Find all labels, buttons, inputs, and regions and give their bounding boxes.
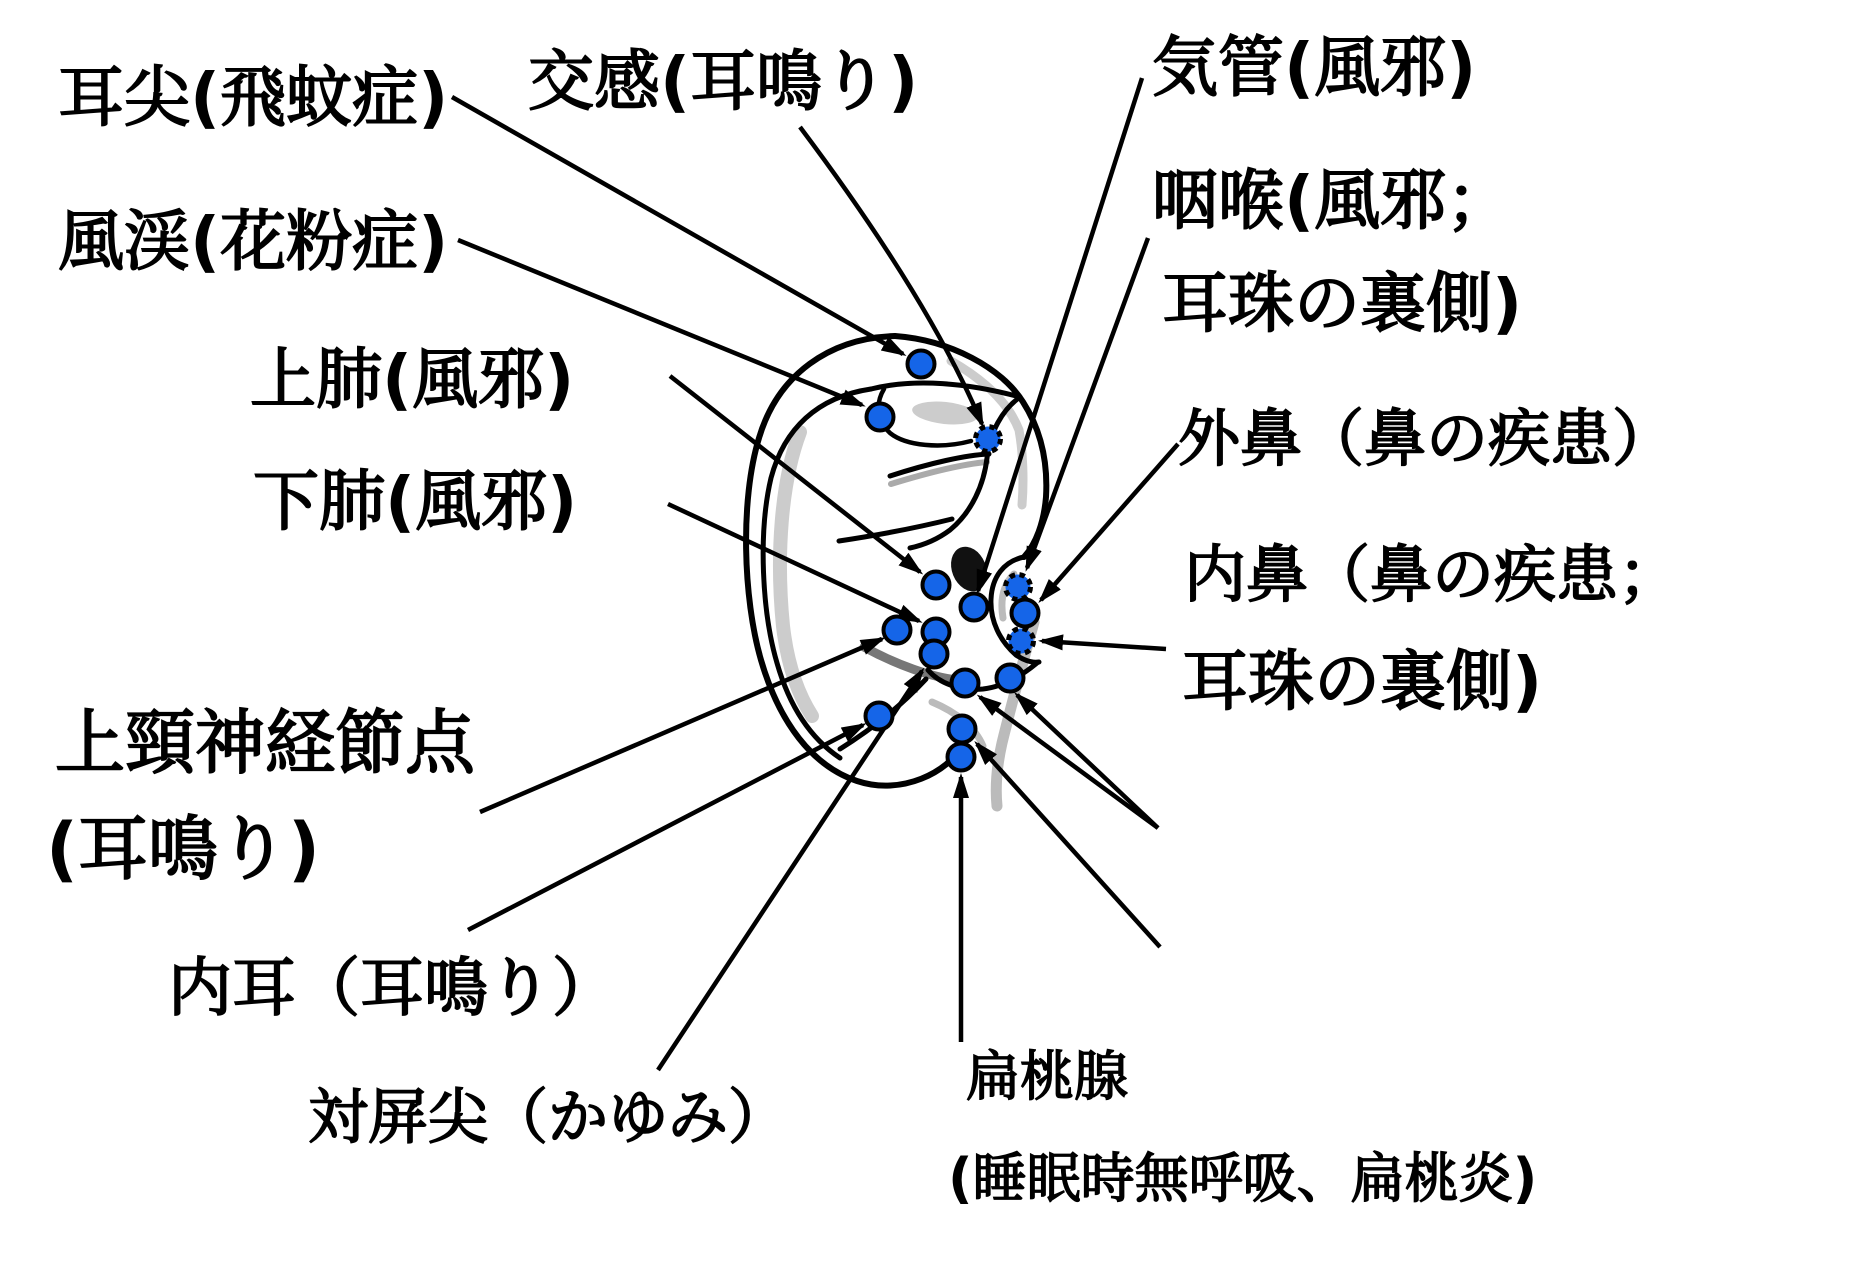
acupoint-dot-kikan — [961, 594, 988, 621]
label-hentosen-line1: 扁桃腺 — [966, 1045, 1128, 1108]
label-johai: 上肺(風邪) — [250, 341, 575, 418]
acupoint-dot-taiheisen — [921, 641, 948, 668]
label-naibi-line2: 耳珠の裏側) — [1182, 643, 1543, 720]
arrow-me-1 — [980, 697, 1158, 828]
arrow-inko — [1027, 238, 1148, 568]
label-kokan: 交感(耳鳴り) — [528, 43, 919, 120]
arrow-jisen — [452, 97, 903, 354]
arrow-gan — [977, 744, 1160, 947]
acupoint-dot-kokan — [976, 427, 1001, 452]
arrow-me-2 — [1017, 695, 1158, 828]
label-jokei-line2: (耳鳴り) — [46, 808, 320, 890]
arrow-jokei — [480, 639, 882, 812]
pointer-arrows — [452, 78, 1178, 1070]
arrow-fukei — [458, 240, 862, 405]
arrow-kokan — [800, 127, 982, 424]
acupoint-dot-me-2 — [997, 665, 1024, 692]
label-gaibi: 外鼻（鼻の疾患） — [1178, 402, 1675, 475]
acupoint-dot-hentosen — [948, 744, 975, 771]
ear-illustration — [746, 336, 1046, 806]
label-hentosen-line2: (睡眠時無呼吸、扁桃炎) — [948, 1147, 1538, 1210]
acupoint-dot-gaibi — [1012, 600, 1039, 627]
ear-fossa-shading — [911, 399, 979, 428]
label-jisen: 耳尖(飛蚊症) — [58, 59, 449, 136]
acupoint-dot-johai — [923, 572, 950, 599]
acupoint-dot-gan — [949, 716, 976, 743]
acupoint-dot-naibi — [1009, 629, 1034, 654]
acupoint-dot-jisen — [908, 351, 935, 378]
acupoint-dot-naiji — [866, 703, 893, 730]
label-naiji: 内耳（耳鳴り） — [168, 952, 616, 1026]
acupoint-dot-fukei — [867, 404, 894, 431]
acupoint-dot-me-1 — [952, 670, 979, 697]
arrow-naibi — [1042, 641, 1166, 649]
label-taiheisen: 対屏尖（かゆみ） — [308, 1083, 788, 1153]
arrow-kahai — [668, 504, 919, 621]
label-fukei: 風渓(花粉症) — [58, 203, 449, 280]
label-naibi-line1: 内鼻（鼻の疾患； — [1184, 538, 1681, 611]
acupoint-dot-inko — [1006, 575, 1031, 600]
label-inko-line2: 耳珠の裏側) — [1162, 265, 1523, 342]
label-kikan: 気管(風邪) — [1152, 29, 1477, 106]
label-kahai: 下肺(風邪) — [253, 463, 578, 540]
acupoint-dot-jokei — [884, 617, 911, 644]
arrow-naiji — [468, 725, 863, 930]
label-inko-line1: 咽喉(風邪； — [1152, 162, 1513, 239]
label-jokei-line1: 上頸神経節点 — [55, 702, 475, 784]
